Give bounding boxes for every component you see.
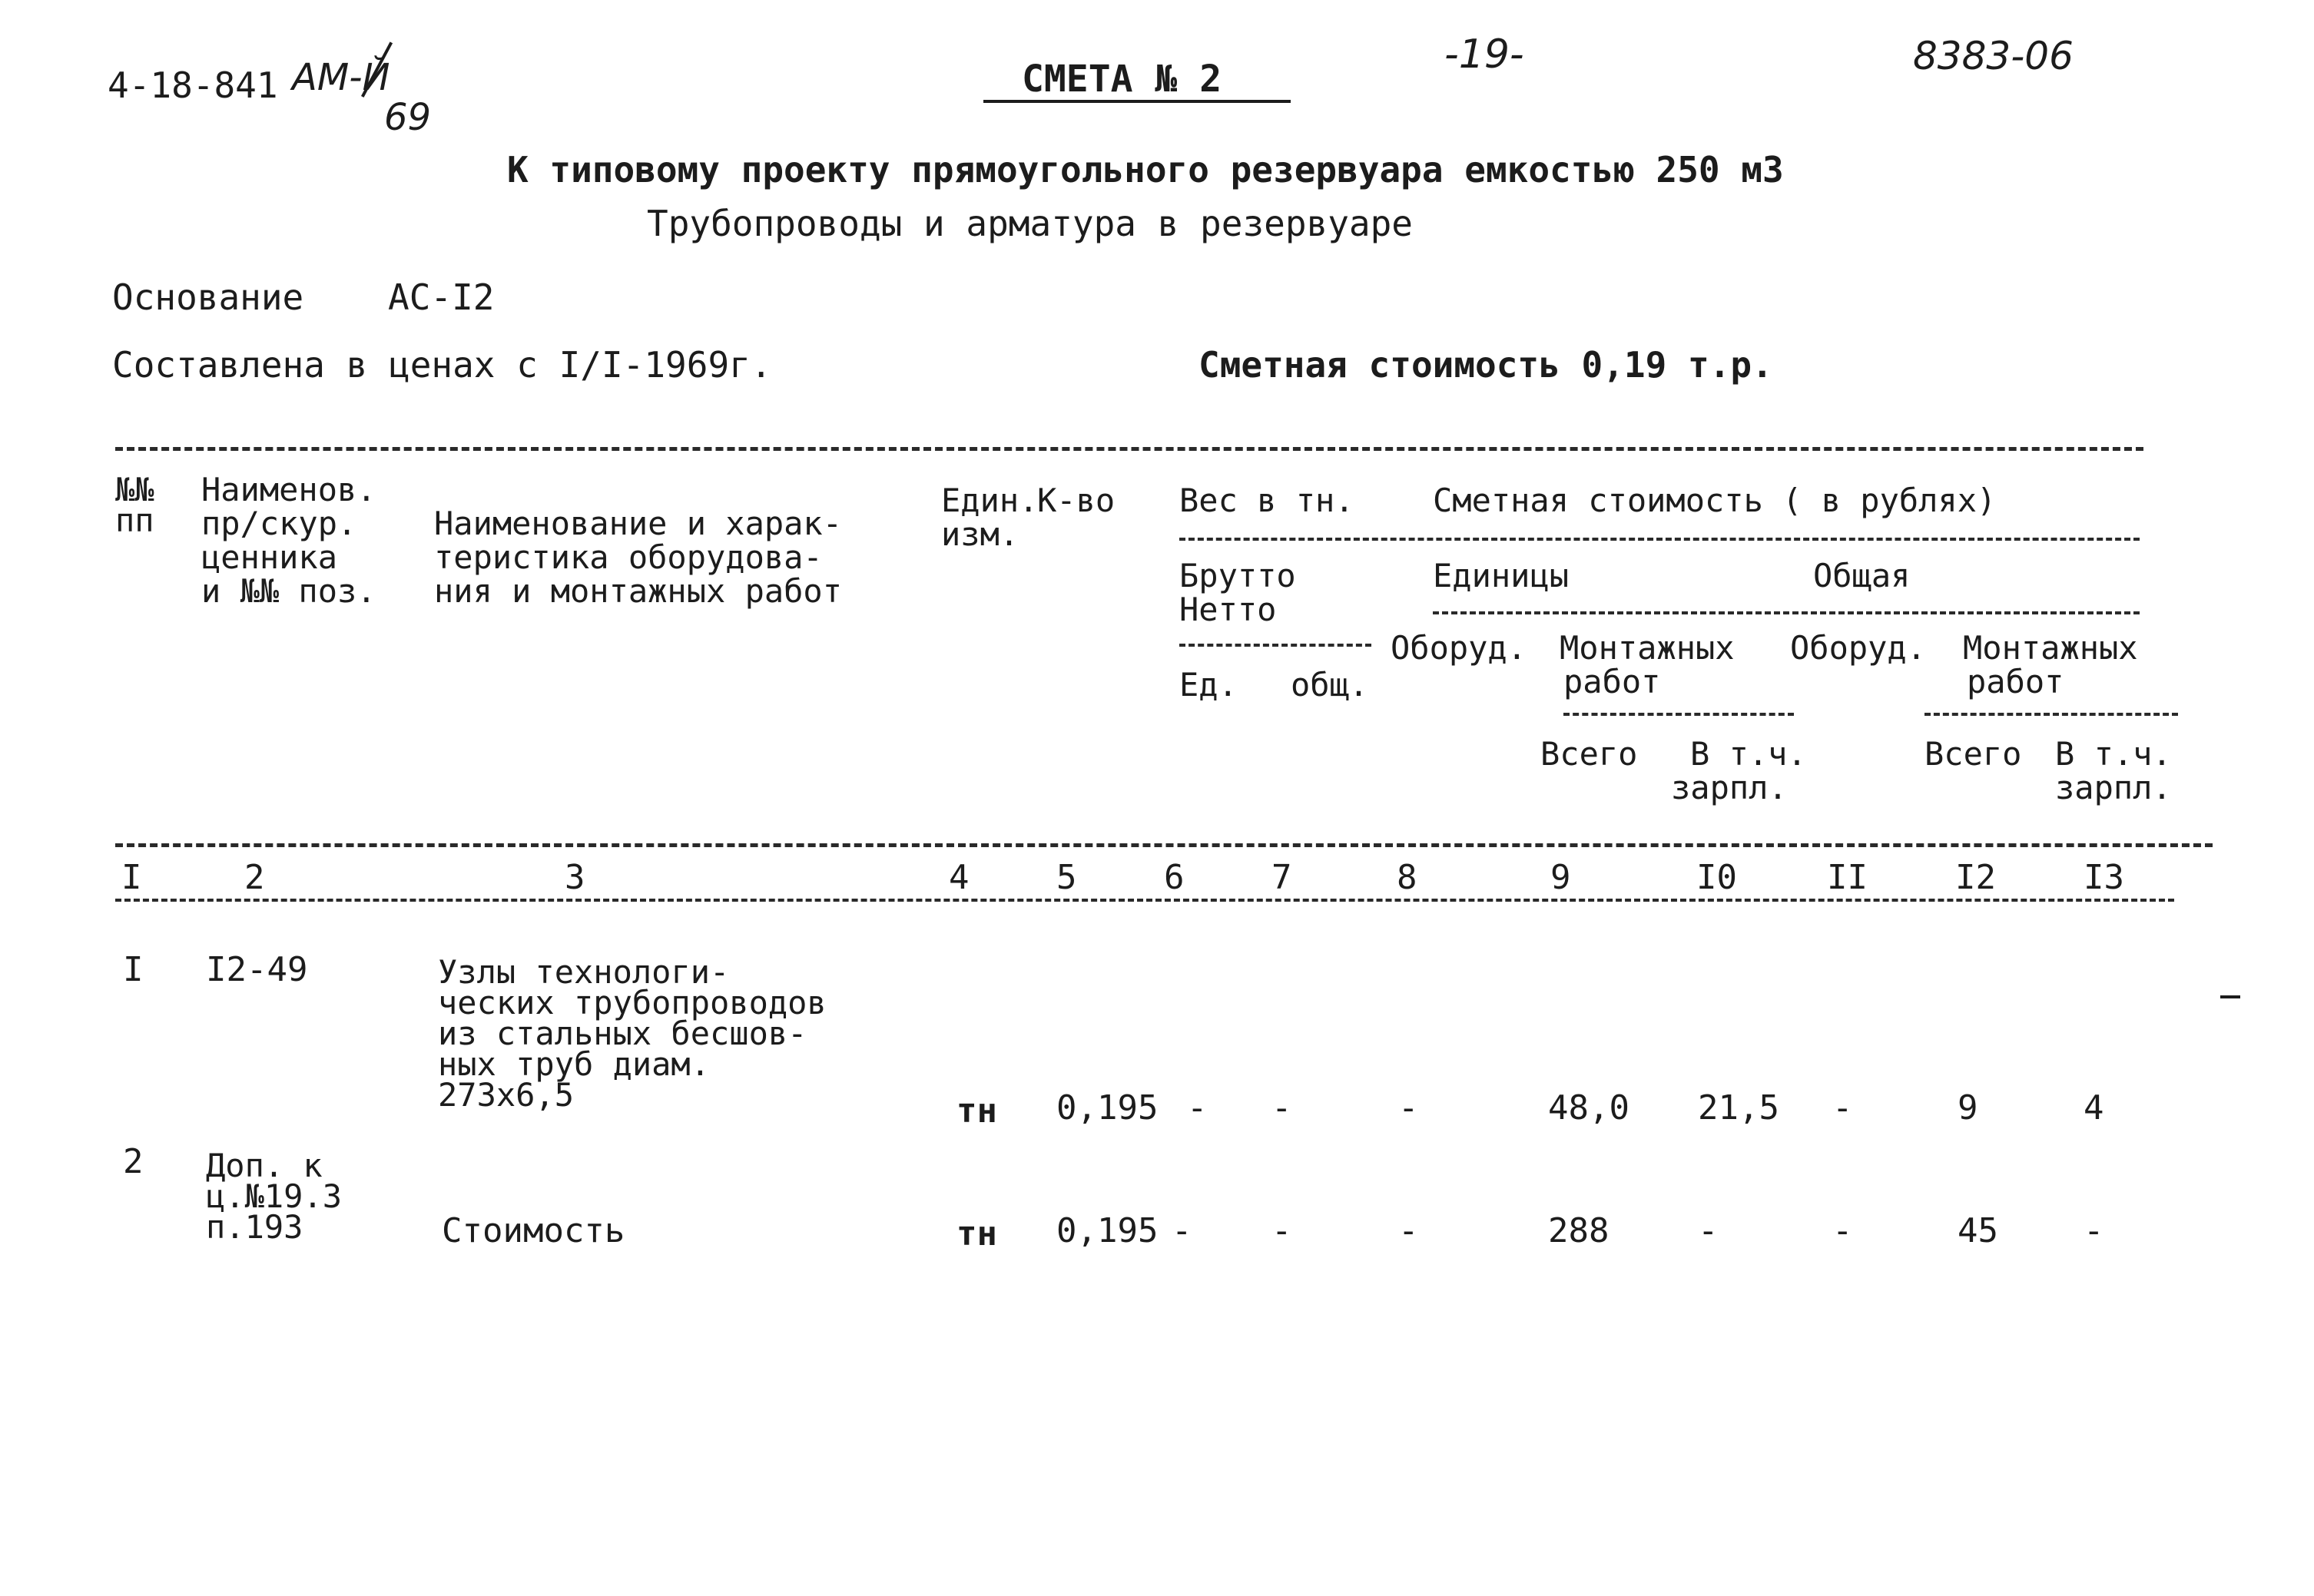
col2-header-line3: ценника [201,538,338,576]
row1-col9: 48,0 [1548,1088,1629,1127]
unit-mont-split-rule [1563,713,1794,716]
row2-col13: - [2084,1211,2104,1250]
unit-equipment-header: Оборуд. [1391,629,1527,667]
row1-name-line1: Узлы технологи- [438,953,730,991]
col3-header-line1: Наименование и харак- [434,505,843,542]
col2-header-line1: Наименов. [201,471,376,508]
column-number-12: I2 [1955,858,1996,897]
column-number-8: 8 [1397,858,1417,897]
column-numbers-rule [115,899,2174,902]
unit-total-header: Всего [1540,735,1638,773]
column-number-5: 5 [1056,858,1077,897]
unit-mont-header-line2: работ [1563,663,1661,700]
row1-name-line4: ных труб диам. [438,1045,711,1083]
row1-col6: - [1187,1088,1208,1127]
column-number-7: 7 [1271,858,1292,897]
subtitle-line-2: Трубопроводы и арматура в резервуаре [647,203,1413,244]
weight-split-rule [1179,644,1371,647]
col1-header-line1: №№ [115,471,154,508]
document-code: 4-18-841 [108,65,278,106]
total-total-header: Всего [1924,735,2022,773]
column-number-6: 6 [1164,858,1185,897]
row2-col7: - [1271,1211,1292,1250]
table-top-rule [115,447,2143,451]
document-number: 8383-06 [1913,34,2074,78]
column-number-4: 4 [949,858,970,897]
row1-number: I [123,950,144,989]
total-mont-header-line2: работ [1967,663,2064,700]
column-number-3: 3 [565,858,585,897]
row2-col12: 45 [1958,1211,1998,1250]
total-mont-header-line1: Монтажных [1963,629,2138,667]
total-mont-split-rule [1924,713,2178,716]
unit-mont-header-line1: Монтажных [1560,629,1735,667]
basis-value: АС-I2 [388,276,495,318]
row2-price-code-line3: п.193 [206,1208,303,1246]
price-base: Составлена в ценах с I/I-1969г. [112,344,772,386]
cost-subrule [1433,611,2140,614]
col1-header-line2: пп [115,502,154,539]
unit-wages-header-line2: зарпл. [1671,769,1788,806]
estimated-cost: Сметная стоимость 0,19 т.р. [1198,344,1773,386]
column-number-11: II [1827,858,1868,897]
row2-number: 2 [123,1142,144,1181]
page-number: -19- [1444,31,1524,78]
column-number-10: I0 [1696,858,1737,897]
cost-header: Сметная стоимость ( в рублях) [1433,482,1997,519]
row1-col12: 9 [1958,1088,1978,1127]
total-cost-header: Общая [1813,557,1911,594]
col2-header-line2: пр/скур. [201,505,357,542]
row2-quantity: 0,195 [1056,1211,1159,1250]
document-code-handwritten: АМ-Й [292,56,390,99]
document-code-handwritten-tail: 69 [384,96,432,139]
row1-price-code: I2-49 [206,950,308,989]
row2-col9: 288 [1548,1211,1610,1250]
row1-col10: 21,5 [1698,1088,1779,1127]
brutto-header: Брутто [1179,557,1296,594]
row1-unit: тн [956,1091,997,1131]
row1-col7: - [1271,1088,1292,1127]
title-underline [983,100,1291,103]
row1-quantity: 0,195 [1056,1088,1159,1127]
row1-col8: - [1398,1088,1419,1127]
unit-wages-header-line1: В т.ч. [1690,735,1807,773]
row2-unit: тн [956,1214,997,1253]
col4-header-line1: Един. [941,482,1039,519]
weight-total-header: общ. [1291,666,1369,704]
total-wages-header-line1: В т.ч. [2055,735,2172,773]
col5-header: К-во [1037,482,1116,519]
row2-col11: - [1832,1211,1853,1250]
basis-label: Основание [112,276,304,318]
row2-col6: - [1172,1211,1192,1250]
row1-col11: - [1832,1088,1853,1127]
row1-name-line2: ческих трубопроводов [438,984,827,1022]
col4-header-line2: изм. [941,515,1019,553]
row1-name-line3: из стальных бесшов- [438,1015,807,1052]
row2-price-code-line2: ц.№19.3 [206,1177,343,1215]
total-equipment-header: Оборуд. [1790,629,1927,667]
margin-mark [2220,995,2240,998]
col2-header-line4: и №№ поз. [201,572,376,610]
row2-price-code-line1: Доп. к [206,1147,323,1184]
column-number-2: 2 [244,858,265,897]
column-number-13: I3 [2084,858,2124,897]
weight-unit-header: Ед. [1179,666,1238,704]
row2-col10: - [1698,1211,1719,1250]
subtitle-line-1: К типовому проекту прямоугольного резервуара емкостью 250 м3 [507,149,1784,190]
total-wages-header-line2: зарпл. [2055,769,2172,806]
row2-name: Стоимость [442,1211,625,1250]
unit-cost-header: Единицы [1433,557,1570,594]
column-number-1: I [121,858,142,897]
column-number-9: 9 [1550,858,1571,897]
weight-cost-subrule [1179,538,2140,541]
col3-header-line3: ния и монтажных работ [434,572,843,610]
row1-name-line5: 273х6,5 [438,1076,575,1114]
col3-header-line2: теристика оборудова- [434,538,823,576]
weight-header: Вес в тн. [1179,482,1354,519]
header-bottom-rule [115,843,2213,847]
netto-header: Нетто [1179,591,1277,628]
row1-col13: 4 [2084,1088,2104,1127]
row2-col8: - [1398,1211,1419,1250]
page-title: СМЕТА № 2 [1022,58,1222,101]
